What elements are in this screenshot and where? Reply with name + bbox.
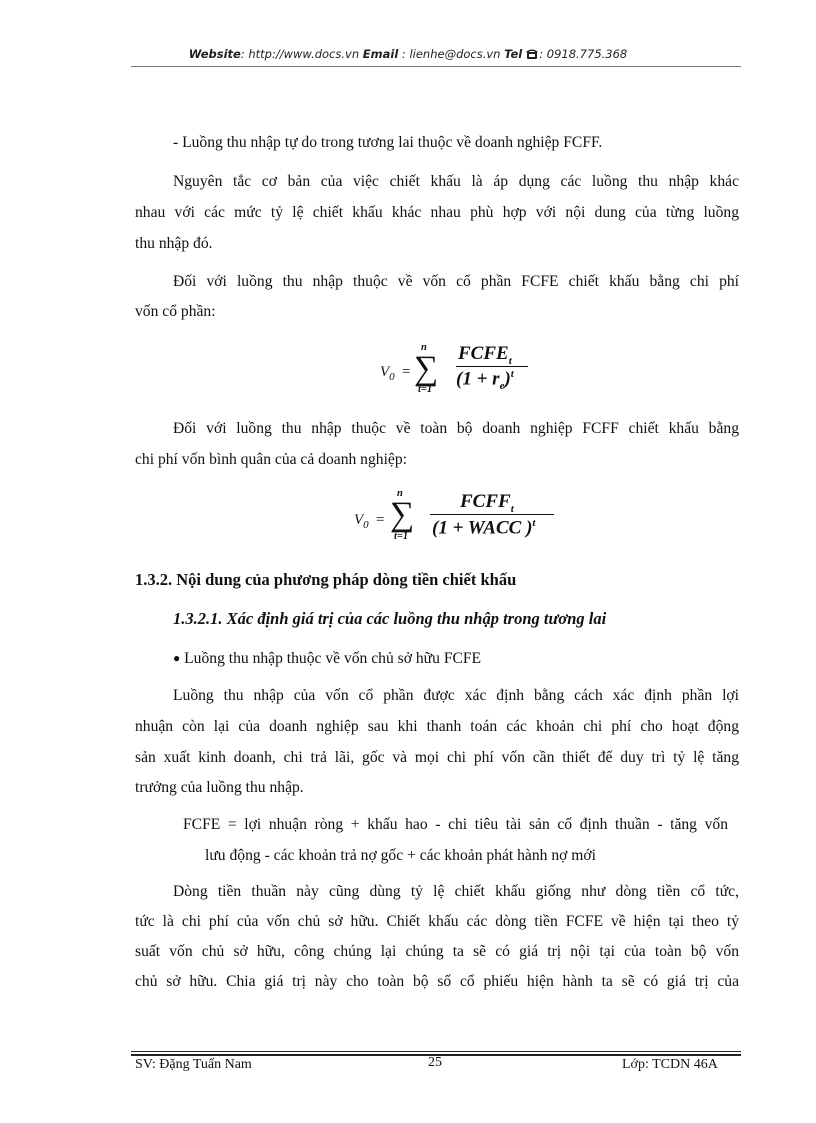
paragraph-discount-l1: Dòng tiền thuần này cũng dùng tỷ lệ chiết khấu giống như dòng tiền cổ tức, [173,883,739,900]
bullet-item-fcfe [173,648,481,669]
footer-page-number: 25 [428,1055,442,1070]
paragraph-fcfe-l1: Đối với luồng thu nhập thuộc về vốn cổ phần FCFE chiết khấu bằng chi phí [173,273,739,290]
paragraph-principle-l3: thu nhập đó. [135,235,213,252]
paragraph-fcfe-define-l1: Luồng thu nhập của vốn cổ phần được xác định bằng cách xác định phần lợi [173,687,739,704]
fcfe-equation-l1: FCFE = lợi nhuận ròng + khấu hao - chi tiêu tài sản cố định thuần - tăng vốn [183,816,728,833]
tel-value: : 0918.775.368 [539,47,628,61]
paragraph-discount-l3: suất vốn chủ sở hữu, công chúng lại chúng ta sẽ có giá trị nội tại của toàn bộ vốn [135,943,739,960]
email-label: Email [362,47,399,61]
paragraph-fcff-discount-l2: chi phí vốn bình quân của cả doanh nghiệp: [135,451,407,468]
paragraph-fcff-discount-l1: Đối với luồng thu nhập thuộc về toàn bộ doanh nghiệp FCFF chiết khấu bằng [173,420,739,437]
formula1-equals: = [402,364,411,380]
formula2-denominator: (1 + WACC )$^t$ [432,517,536,539]
formula1-lhs: $V_0$ [380,364,395,383]
subsection-heading-1-3-2-1: 1.3.2.1. Xác định giá trị của các luồng thu nhập trong tương lai [173,609,607,628]
formula2-numerator: $FCFF_t$ [460,491,514,515]
bullet-icon: ● [173,651,181,665]
formula2-sum-symbol: ∑ [390,496,415,533]
paragraph-discount-l2: tức là chi phí của vốn chủ sở hữu. Chiết khấu các dòng tiền FCFE về hiện tại theo tỷ [135,913,739,930]
formula2-lower-limit: t=1 [394,531,409,542]
paragraph-fcfe-l2: vốn cổ phần: [135,303,216,320]
paragraph-fcfe-define-l4: trưởng của luồng thu nhập. [135,779,304,796]
footer-rule-top [131,1051,741,1052]
section-heading-1-3-2: 1.3.2. Nội dung của phương pháp dòng tiền chiết khấu [135,570,517,589]
website-label: Website [188,47,241,61]
bullet-text: Luồng thu nhập thuộc về vốn chủ sở hữu FCFE [180,650,482,667]
formula1-fraction-bar [456,366,528,367]
formula2-lhs: $V_0$ [354,512,369,531]
header-rule [131,66,741,67]
email-value: : lienhe@docs.vn [398,47,505,61]
formula2-upper-limit: n [397,488,403,499]
paragraph-fcff-line: - Luồng thu nhập tự do trong tương lai thuộc về doanh nghiệp FCFF. [173,134,603,151]
page-header [0,47,816,62]
phone-icon [526,48,538,62]
formula2-equals: = [376,512,385,528]
formula2-fraction-bar [430,514,554,515]
formula1-lower-limit: t=1 [418,384,433,395]
website-value: : http://www.docs.vn [240,47,363,61]
formula1-numerator: $FCFE_t$ [458,343,512,367]
paragraph-principle-l1: Nguyên tắc cơ bản của việc chiết khấu là áp dụng các luồng thu nhập khác [173,173,739,190]
fcfe-equation-l2: lưu động - các khoản trả nợ gốc + các khoản phát hành nợ mới [205,847,596,864]
formula1-upper-limit: n [421,342,427,353]
formula1-sum-symbol: ∑ [414,350,439,387]
tel-label: Tel [504,47,527,61]
paragraph-principle-l2: nhau với các mức tỷ lệ chiết khấu khác nhau phù hợp với nội dung của từng luồng [135,204,739,221]
formula1-denominator: $(1 + r_e)^t$ [456,368,514,393]
footer-class: Lớp: TCDN 46A [622,1057,718,1072]
paragraph-fcfe-define-l3: sản xuất kinh doanh, chi trả lãi, gốc và mọi chi phí vốn cần thiết để duy trì tỷ lệ tăng [135,749,739,766]
footer-student-name: SV: Đặng Tuấn Nam [135,1057,252,1072]
paragraph-discount-l4: chủ sở hữu. Chia giá trị này cho toàn bộ số cổ phiếu hiện hành ta sẽ có giá trị của [135,973,739,990]
paragraph-fcfe-define-l2: nhuận còn lại của doanh nghiệp sau khi thanh toán các khoản chi phí cho hoạt động [135,718,739,735]
